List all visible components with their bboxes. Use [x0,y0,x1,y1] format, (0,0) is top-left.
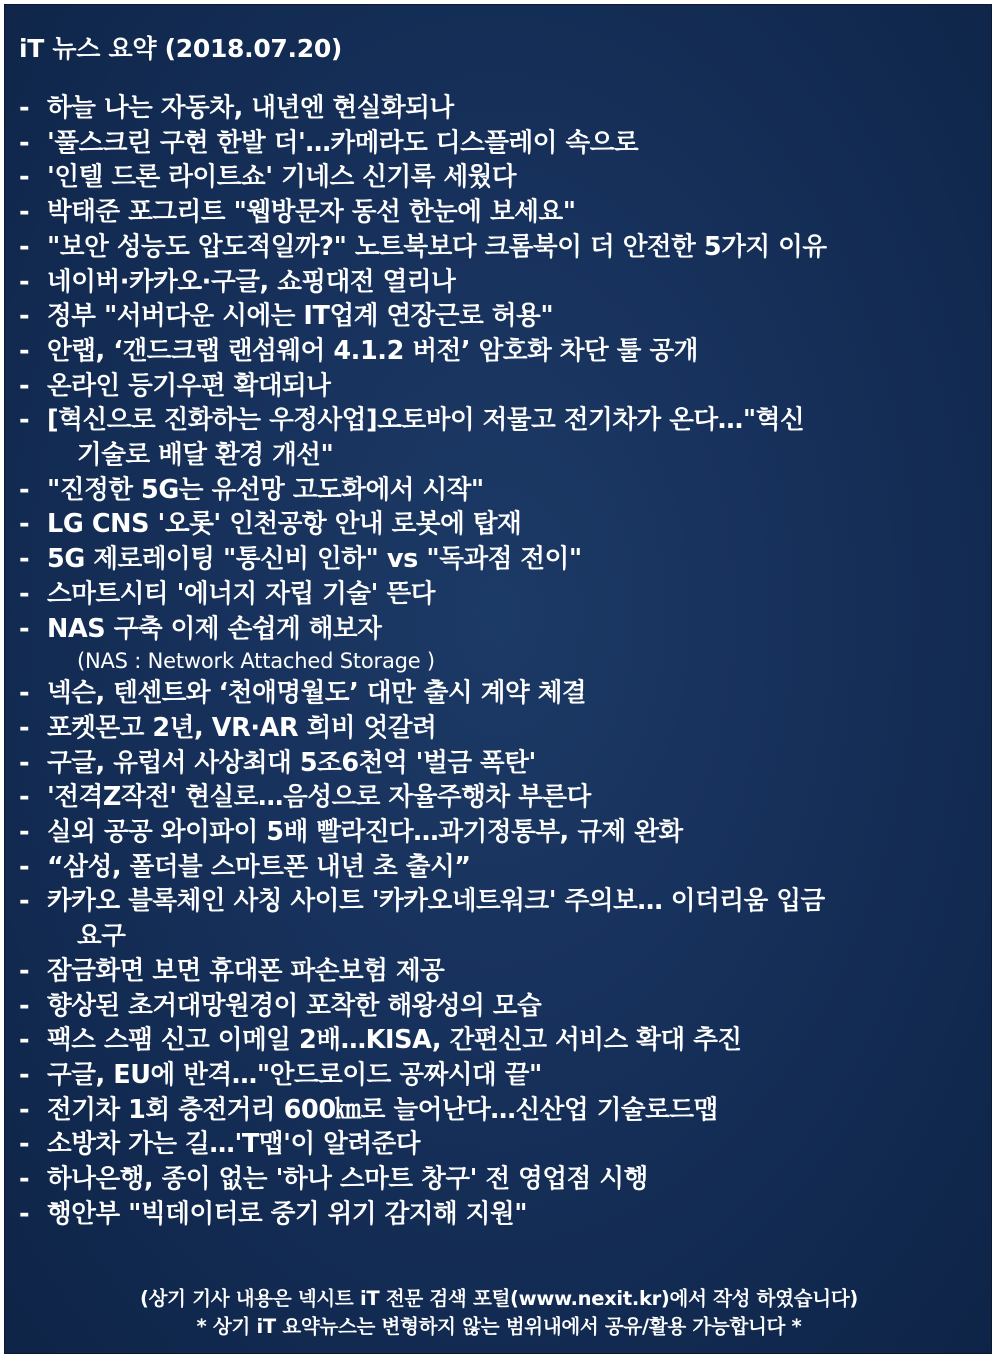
news-item [19,780,989,815]
headline-line: 팩스 스팸 신고 이메일 2배…KISA, 간편신고 서비스 확대 추진 [47,1025,742,1056]
headline-line: [혁신으로 진화하는 우정사업]오토바이 저물고 전기차가 온다…"혁신 [47,405,805,436]
news-headline [47,265,987,300]
news-item [19,91,989,126]
news-headline [47,126,987,161]
headline-line: 잠금화면 보면 휴대폰 파손보험 제공 [47,955,445,986]
news-item [19,126,989,161]
headline-line: '전격Z작전' 현실로…음성으로 자율주행차 부른다 [47,782,591,813]
news-headline [47,473,987,508]
bullet-dash: - [19,712,30,743]
bullet-dash: - [19,782,30,813]
bullet-dash: - [19,613,30,644]
news-headline [47,1058,987,1093]
footer-source-note: (상기 기사 내용은 넥시트 iT 전문 검색 포털(www.nexit.kr)에서 작성 하였습니다) [140,1287,858,1310]
news-item [19,954,989,989]
news-item [19,1023,989,1058]
news-headline [47,711,987,746]
headline-line: 정부 "서버다운 시에는 IT업계 연장근로 허용" [47,301,554,332]
bullet-dash: - [19,370,30,401]
news-item [19,299,989,334]
news-item [19,1058,989,1093]
news-item [19,884,989,953]
headline-line: 향상된 초거대망원경이 포착한 해왕성의 모습 [47,990,542,1021]
news-headline [47,1197,987,1232]
news-headline [47,780,987,815]
headline-line: “삼성, 폴더블 스마트폰 내년 초 출시” [47,851,471,882]
news-item [19,195,989,230]
bullet-dash: - [19,817,30,848]
bullet-dash: - [19,474,30,505]
news-headline [47,299,987,334]
bullet-dash: - [19,509,30,540]
bullet-dash: - [19,231,30,262]
headline-line: 실외 공공 와이파이 5배 빨라진다…과기정통부, 규제 완화 [47,817,683,848]
news-headline [47,676,987,711]
news-item [19,577,989,612]
headline-line: 하늘 나는 자동차, 내년엔 현실화되나 [47,93,454,123]
news-headline [47,815,987,850]
headline-continuation: 기술로 배달 환경 개선" [77,440,334,471]
news-headline [47,542,987,577]
bullet-dash: - [19,1164,30,1195]
news-headline [47,746,987,781]
headline-line: NAS 구축 이제 손쉽게 해보자 [47,613,382,644]
news-headline [47,884,987,953]
news-item [19,612,989,677]
news-item [19,230,989,265]
news-headline [47,612,987,677]
news-item [19,265,989,300]
news-item [19,746,989,781]
headline-line: 네이버·카카오·구글, 쇼핑대전 열리나 [47,266,456,297]
bullet-dash: - [19,990,30,1021]
news-headline [47,507,987,542]
bullet-dash: - [19,197,30,228]
bullet-dash: - [19,1025,30,1056]
news-headline [47,1093,987,1128]
news-item [19,676,989,711]
news-headline [47,1162,987,1197]
bullet-dash: - [19,578,30,609]
headline-line: 전기차 1회 충전거리 600㎞로 늘어난다…신산업 기술로드맵 [47,1094,718,1125]
news-headline [47,850,987,885]
headline-line: 5G 제로레이팅 "통신비 인하" vs "독과점 전이" [47,544,582,575]
bullet-dash: - [19,301,30,332]
news-item [19,1197,989,1232]
bullet-dash: - [19,851,30,882]
news-item [19,369,989,404]
headline-line: 소방차 가는 길…'T맵'이 알려준다 [47,1129,421,1160]
bullet-dash: - [19,127,30,158]
news-headline [47,577,987,612]
headline-line: 스마트시티 '에너지 자립 기술' 뜬다 [47,578,435,609]
news-headline [47,230,987,265]
news-headline [47,954,987,989]
headline-line: 구글, EU에 반격…"안드로이드 공짜시대 끝" [47,1059,542,1090]
headline-continuation: 요구 [77,921,126,952]
headline-line: 카카오 블록체인 사칭 사이트 '카카오네트워크' 주의보… 이더리움 입금 [47,886,825,917]
news-summary-panel [4,4,992,1354]
news-item [19,989,989,1024]
footer-share-note: * 상기 iT 요약뉴스는 변형하지 않는 범위내에서 공유/활용 가능합니다 * [196,1315,802,1338]
news-headline [47,195,987,230]
news-item [19,473,989,508]
news-headline [47,369,987,404]
bullet-dash: - [19,1129,30,1160]
news-item [19,711,989,746]
news-item [19,1162,989,1197]
bullet-dash: - [19,1198,30,1229]
headline-line: LG CNS '오롯' 인천공항 안내 로봇에 탑재 [47,509,522,540]
news-item [19,403,989,472]
bullet-dash: - [19,93,30,123]
bullet-dash: - [19,1094,30,1125]
news-headline [47,160,987,195]
news-headline [47,989,987,1024]
news-headline [47,1023,987,1058]
bullet-dash: - [19,405,30,436]
news-item [19,815,989,850]
news-headline [47,334,987,369]
headline-line: 안랩, ‘갠드크랩 랜섬웨어 4.1.2 버전’ 암호화 차단 툴 공개 [47,335,698,366]
news-item [19,507,989,542]
bullet-dash: - [19,678,30,709]
news-item [19,1093,989,1128]
headline-line: 구글, 유럽서 사상최대 5조6천억 '벌금 폭탄' [47,747,536,778]
headline-line: 행안부 "빅데이터로 중기 위기 감지해 지원" [47,1198,528,1229]
bullet-dash: - [19,886,30,917]
news-list [19,91,989,1232]
footer [5,1285,993,1341]
news-item [19,334,989,369]
news-headline [47,403,987,472]
headline-line: 온라인 등기우편 확대되나 [47,370,331,401]
bullet-dash: - [19,544,30,575]
news-item [19,542,989,577]
news-headline [47,1127,987,1162]
headline-line: 넥슨, 텐센트와 ‘천애명월도’ 대만 출시 계약 체결 [47,678,587,709]
page-title: iT 뉴스 요약 (2018.07.20) [19,34,343,63]
news-item [19,1127,989,1162]
headline-line: 하나은행, 종이 없는 '하나 스마트 창구' 전 영업점 시행 [47,1164,648,1195]
news-item [19,160,989,195]
bullet-dash: - [19,747,30,778]
headline-line: 박태준 포그리트 "웹방문자 동선 한눈에 보세요" [47,197,576,228]
news-item [19,850,989,885]
bullet-dash: - [19,266,30,297]
bullet-dash: - [19,335,30,366]
bullet-dash: - [19,1059,30,1090]
headline-line: '인텔 드론 라이트쇼' 기네스 신기록 세웠다 [47,162,517,193]
headline-line: '풀스크린 구현 한발 더'…카메라도 디스플레이 속으로 [47,127,639,158]
headline-subnote: (NAS : Network Attached Storage ) [77,649,435,674]
bullet-dash: - [19,162,30,193]
bullet-dash: - [19,955,30,986]
news-headline [47,91,987,126]
headline-line: 포켓몬고 2년, VR·AR 희비 엇갈려 [47,712,437,743]
headline-line: "진정한 5G는 유선망 고도화에서 시작" [47,474,484,505]
headline-line: "보안 성능도 압도적일까?" 노트북보다 크롬북이 더 안전한 5가지 이유 [47,231,827,262]
